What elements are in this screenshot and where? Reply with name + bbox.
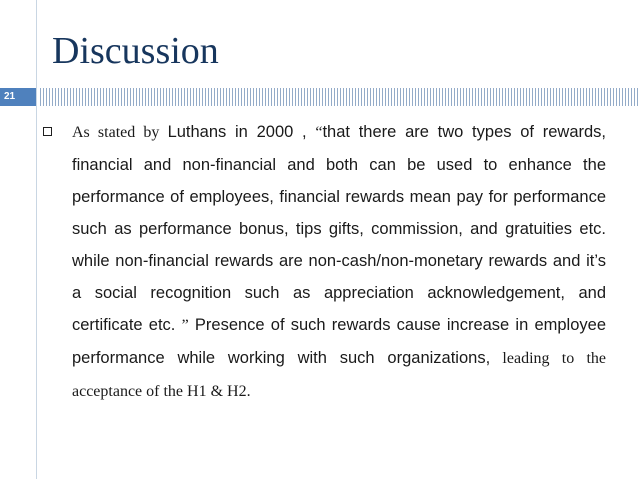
striped-title-bar — [40, 88, 638, 106]
conclusion-text: leading to the acceptance of the H1 & H2. — [72, 350, 606, 400]
body-paragraph — [72, 116, 606, 408]
author-year-text: Luthans in 2000 , — [167, 123, 316, 141]
quote-text: that there are two types of rewards, financial and non-financial and both can be used to enhance the performance of employees, financial rewards mean pay for performance such as performance bonus, tips gifts, commission, and gratuities etc. while non-financial rewards are non-cash/non-monetary rewards and it’s a social recognition such as appreciation acknowledgement, and certificate etc. — [72, 123, 606, 334]
page-number-badge: 21 — [0, 88, 36, 106]
slide-title: Discussion — [52, 30, 219, 72]
close-quote-mark: ” — [181, 317, 189, 334]
intro-text: As stated by — [72, 124, 168, 141]
left-vertical-rule — [36, 0, 37, 479]
square-bullet-icon — [43, 127, 52, 136]
continuation-text: Presence of such rewards cause increase in employee performance while working with such organizations, — [72, 316, 607, 367]
open-quote-mark: “ — [315, 124, 323, 141]
